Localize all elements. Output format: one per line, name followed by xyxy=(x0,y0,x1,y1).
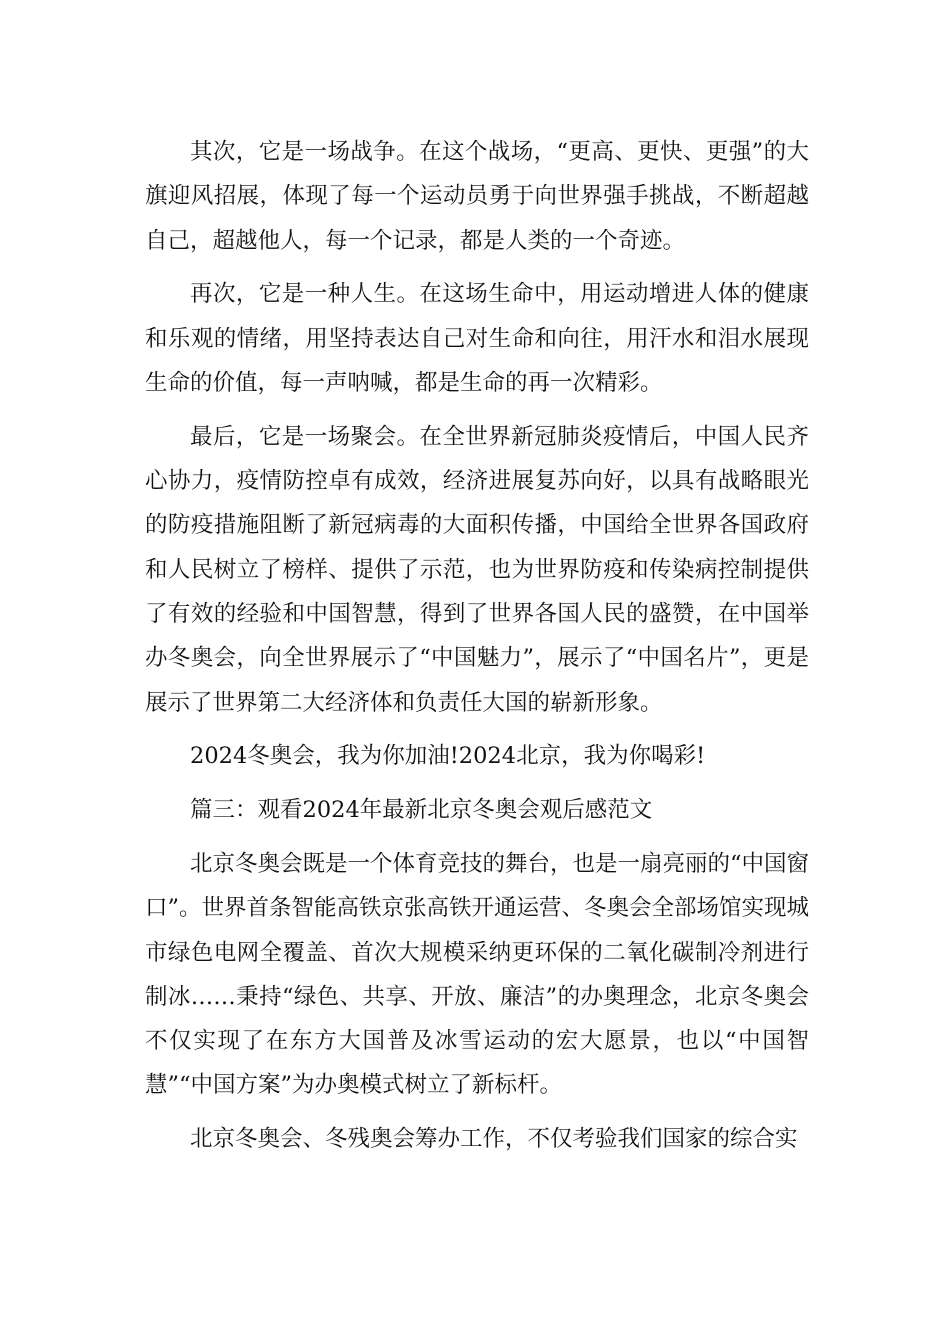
paragraph-competition: 其次，它是一场战争。在这个战场，“更高、更快、更强”的大旗迎风招展，体现了每一个运动员勇于向世界强手挑战，不断超越自己，超越他人，每一个记录，都是人类的一个奇迹。 xyxy=(145,139,809,254)
paragraph-gathering: 最后，它是一场聚会。在全世界新冠肺炎疫情后，中国人民齐心协力，疫情防控卓有成效，经济进展复苏向好，以具有战略眼光的防疫措施阻断了新冠病毒的大面积传播，中国给全世界各国政府和人民树立了榜样、提供了示范，也为世界防疫和传染病控制提供了有效的经验和中国智慧，得到了世界各国人民的盛赞，在中国举办冬奥会，向全世界展示了“中国魅力”，展示了“中国名片”，更是展示了世界第二大经济体和负责任大国的崭新形象。 xyxy=(145,423,809,716)
paragraph-china-window: 北京冬奥会既是一个体育竞技的舞台，也是一扇亮丽的“中国窗口”。世界首条智能高铁京张高铁开通运营、冬奥会全部场馆实现城市绿色电网全覆盖、首次大规模采纳更环保的二氧化碳制冷剂进行制冰……秉持“绿色、共享、开放、廉洁”的办奥理念，北京冬奥会不仅实现了在东方大国普及冰雪运动的宏大愿景，也以“中国智慧”“中国方案”为办奥模式树立了新标杆。 xyxy=(145,850,810,1099)
document-body xyxy=(145,130,809,1171)
paragraph-preparation: 北京冬奥会、冬残奥会筹办工作，不仅考验我们国家的综合实 xyxy=(190,1126,798,1153)
section-heading: 篇三：观看2024年最新北京冬奥会观后感范文 xyxy=(190,797,653,824)
paragraph-cheer: 2024冬奥会，我为你加油!2024北京，我为你喝彩! xyxy=(190,743,706,770)
paragraph-life: 再次，它是一种人生。在这场生命中，用运动增进人体的健康和乐观的情绪，用坚持表达自己对生命和向往，用汗水和泪水展现生命的价值，每一声呐喊，都是生命的再一次精彩。 xyxy=(145,281,809,396)
